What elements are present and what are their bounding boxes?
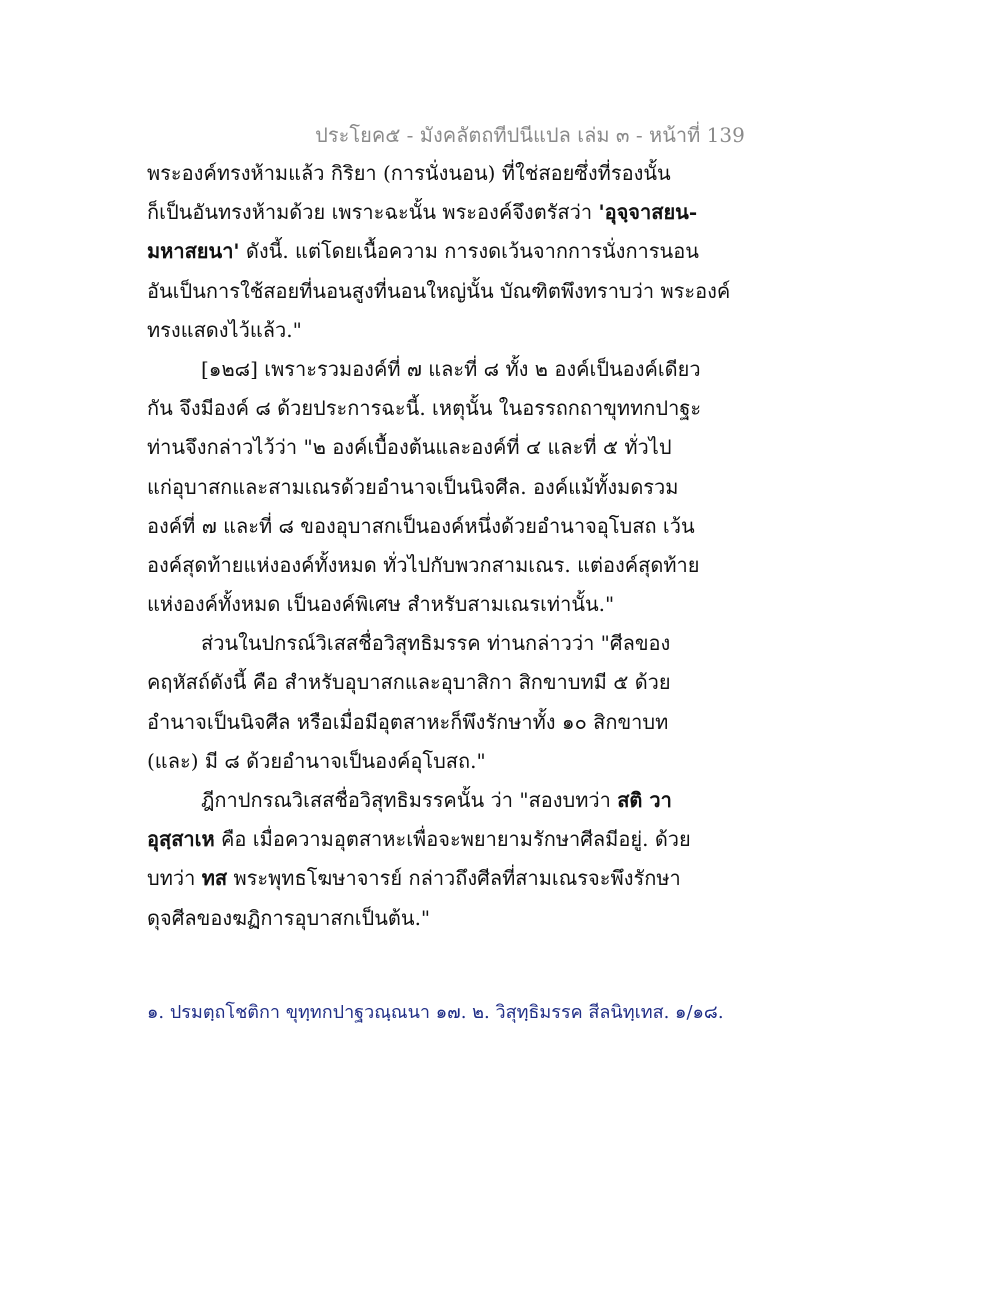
text-span: แก่อุบาสกและสามเณรด้วยอำนาจเป็นนิจศีล. องค์แม้ทั้งมดรวม xyxy=(147,474,679,499)
text-span: พระพุทธโฆษาจารย์ กล่าวถึงศีลที่สามเณรจะพึงรักษา xyxy=(227,866,681,891)
text-span: องค์สุดท้ายแห่งองค์ทั้งหมด ทั่วไปกับพวกสามเณร. แต่องค์สุดท้าย xyxy=(147,552,700,577)
bold-term: 'อุจฺจาสยน- xyxy=(598,200,698,225)
text-span: บทว่า xyxy=(147,866,202,891)
text-span: คฤหัสถ์ดังนี้ คือ สำหรับอุบาสกและอุบาสิกา สิกขาบทมี ๕ ด้วย xyxy=(147,670,671,695)
text-line xyxy=(147,468,727,507)
text-line xyxy=(147,859,727,898)
text-line xyxy=(147,899,727,938)
text-span: แห่งองค์ทั้งหมด เป็นองค์พิเศษ สำหรับสามเณรเท่านั้น." xyxy=(147,592,615,617)
text-span: อันเป็นการใช้สอยที่นอนสูงที่นอนใหญ่นั้น บัณฑิตพึงทราบว่า พระองค์ xyxy=(147,278,731,303)
text-line xyxy=(147,154,727,193)
text-span: ก็เป็นอันทรงห้ามด้วย เพราะฉะนั้น พระองค์จึงตรัสว่า xyxy=(147,200,599,225)
bold-term: ทส xyxy=(201,866,228,891)
text-line xyxy=(147,663,727,702)
text-span: ทรงแสดงไว้แล้ว." xyxy=(147,317,302,342)
text-line xyxy=(147,820,727,859)
paragraph-start-line xyxy=(147,624,727,663)
text-line xyxy=(147,272,731,311)
page-header: ประโยค๕ - มังคลัตถทีปนีแปล เล่ม ๓ - หน้าที่ 139 xyxy=(315,123,745,147)
text-span: ท่านจึงกล่าวไว้ว่า "๒ องค์เบื้องต้นและองค์ที่ ๔ และที่ ๕ ทั่วไป xyxy=(147,435,672,460)
text-line xyxy=(147,546,727,585)
text-line xyxy=(147,507,727,546)
text-span: องค์ที่ ๗ และที่ ๘ ของอุบาสกเป็นองค์หนึ่งด้วยอำนาจอุโบสถ เว้น xyxy=(147,513,695,538)
text-line xyxy=(147,311,727,350)
text-span: คือ เมื่อความอุตสาหะเพื่อจะพยายามรักษาศีลมีอยู่. ด้วย xyxy=(214,827,691,852)
text-line xyxy=(147,232,727,271)
text-span: [๑๒๘] เพราะรวมองค์ที่ ๗ และที่ ๘ ทั้ง ๒ องค์เป็นองค์เดียว xyxy=(201,356,701,381)
text-span: ส่วนในปกรณ์วิเสสชื่อวิสุทธิมรรค ท่านกล่าวว่า "ศีลของ xyxy=(201,631,671,656)
text-span: กัน จึงมีองค์ ๘ ด้วยประการฉะนี้. เหตุนั้น ในอรรถกถาขุททกปาฐะ xyxy=(147,396,702,421)
text-span: ฎีกาปกรณวิเสสชื่อวิสุทธิมรรคนั้น ว่า "สองบทว่า xyxy=(201,788,618,812)
text-line xyxy=(147,389,727,428)
text-span: พระองค์ทรงห้ามแล้ว กิริยา (การนั่งนอน) ที่ใช่สอยซึ่งที่รองนั้น xyxy=(147,161,671,185)
text-span: ดุจศีลของฆฏิการอุบาสกเป็นต้น." xyxy=(147,905,431,930)
paragraph-start-line xyxy=(147,781,727,820)
paragraph-start-line xyxy=(147,350,727,389)
text-span: ดังนี้. แต่โดยเนื้อความ การงดเว้นจากการนั่งการนอน xyxy=(239,239,699,264)
text-line xyxy=(147,585,727,624)
bold-term: อุสฺสาเห xyxy=(147,827,215,852)
text-line xyxy=(147,703,727,742)
text-line xyxy=(147,428,727,467)
text-span: อำนาจเป็นนิจศีล หรือเมื่อมีอุตสาหะก็พึงรักษาทั้ง ๑๐ สิกขาบท xyxy=(147,709,669,734)
bold-term: สติ วา xyxy=(617,788,672,812)
bold-term: มหาสยนา' xyxy=(147,239,240,264)
footnote: ๑. ปรมตฺถโชติกา ขุทฺทกปาฐวณฺณนา ๑๗. ๒. วิสุทฺธิมรรค สีลนิทฺเทส. ๑/๑๘. xyxy=(147,1002,724,1023)
text-line xyxy=(147,742,727,781)
text-line xyxy=(147,193,727,232)
body-text xyxy=(147,154,731,938)
text-span: (และ) มี ๘ ด้วยอำนาจเป็นองค์อุโบสถ." xyxy=(147,748,486,773)
